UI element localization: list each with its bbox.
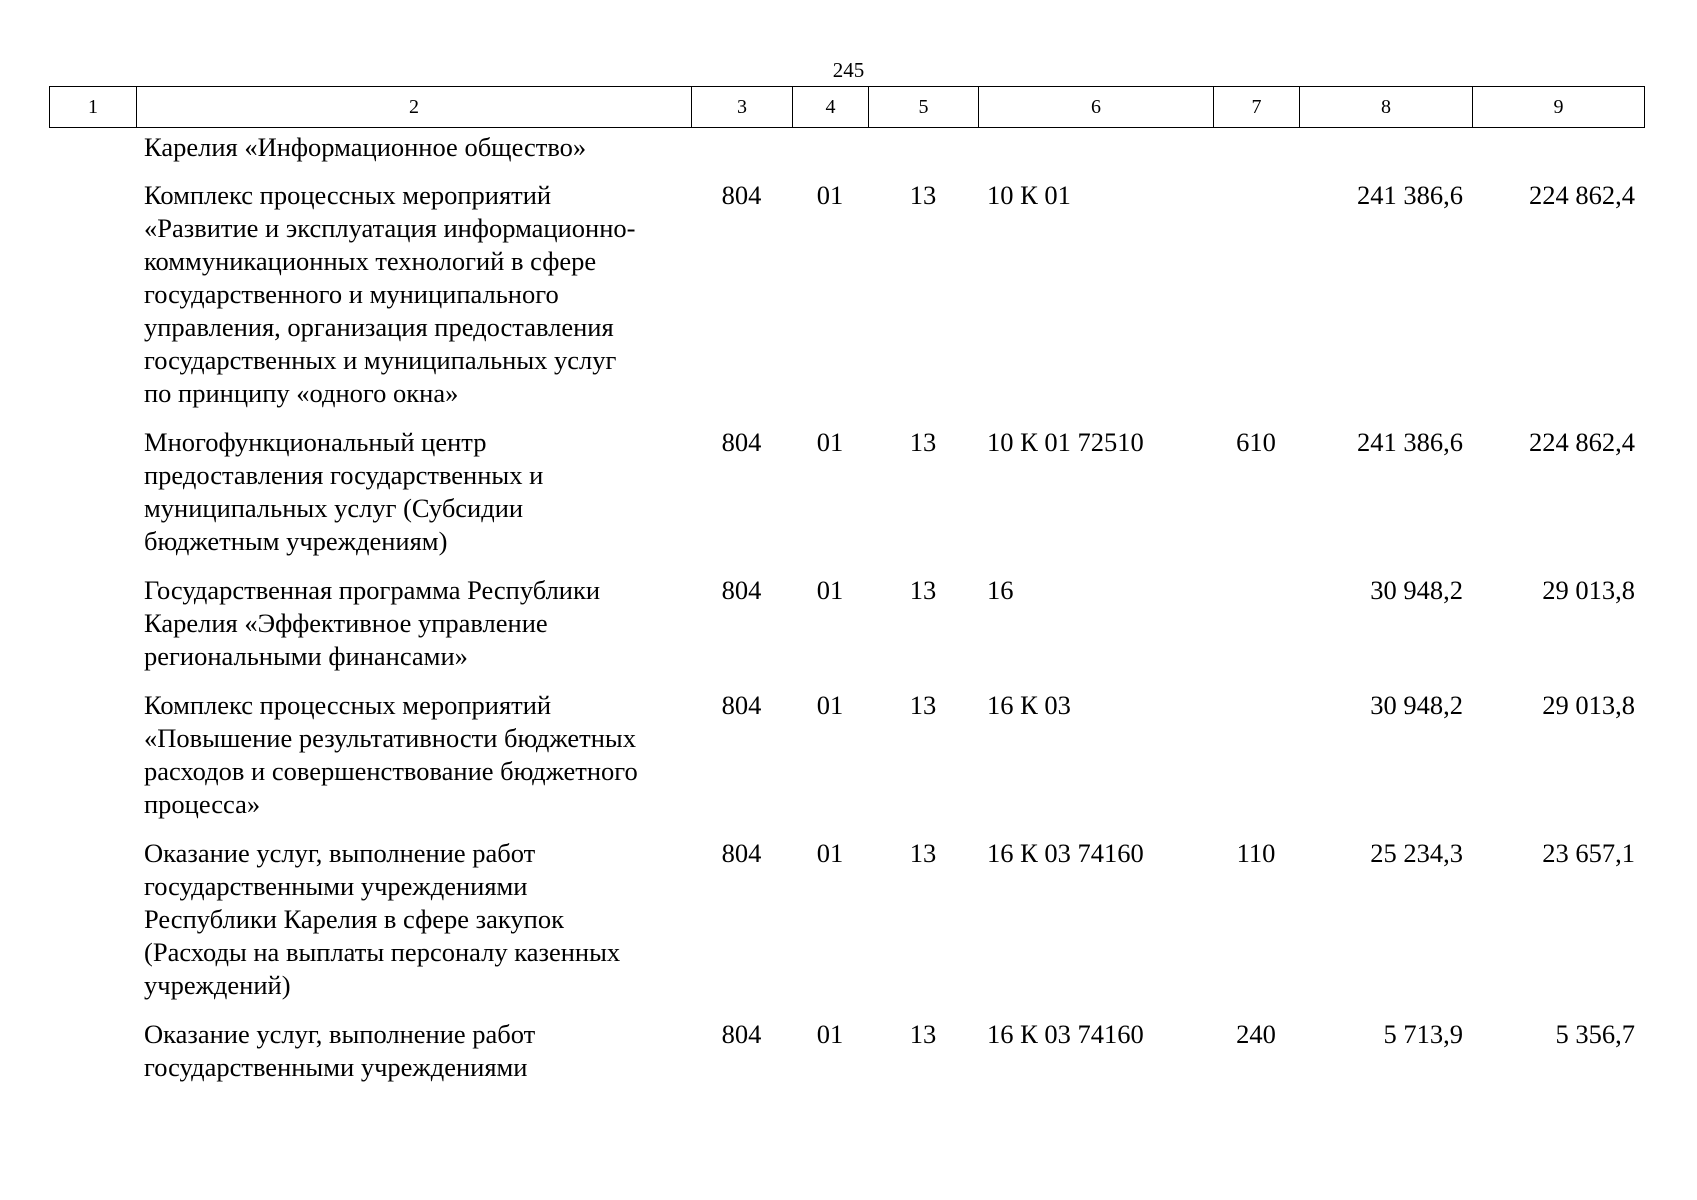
row-section-code: 01 [816, 1019, 844, 1049]
row-expense-type-code [1213, 689, 1299, 837]
table-row [49, 179, 1644, 426]
row-amount-year-2: 29 013,8 [1542, 690, 1635, 720]
row-amount-year-1: 241 386,6 [1357, 180, 1463, 210]
column-header-7: 7 [1214, 87, 1300, 128]
row-subsection-code: 13 [909, 690, 937, 720]
row-name: Государственная программа Республики Карелия «Эффективное управление региональными финансами» [144, 575, 601, 671]
row-name: Карелия «Информационное общество» [144, 132, 587, 162]
row-amount-year-2 [1472, 131, 1644, 179]
row-subsection-code: 13 [909, 180, 937, 210]
row-target-article-code: 16 К 03 [987, 690, 1071, 720]
row-subsection-code [868, 131, 978, 179]
row-amount-year-1: 30 948,2 [1370, 690, 1463, 720]
row-amount-year-2: 224 862,4 [1529, 427, 1635, 457]
row-name: Оказание услуг, выполнение работ государственными учреждениями [144, 1019, 536, 1082]
table-row [49, 131, 1644, 179]
row-expense-type-code: 610 [1236, 427, 1276, 457]
column-header-8: 8 [1300, 87, 1473, 128]
row-department-code: 804 [721, 1019, 762, 1049]
row-section-code: 01 [816, 838, 844, 868]
column-header-3: 3 [692, 87, 793, 128]
column-header-table [49, 86, 1645, 128]
row-amount-year-1: 5 713,9 [1383, 1019, 1463, 1049]
row-name: Многофункциональный центр предоставления государственных и муниципальных услуг (Субсидии бюджетным учреждениям) [144, 427, 544, 556]
row-section-code: 01 [816, 690, 844, 720]
row-amount-year-1: 30 948,2 [1370, 575, 1463, 605]
row-target-article-code: 10 К 01 72510 [987, 427, 1144, 457]
row-expense-type-code [1213, 179, 1299, 426]
row-target-article-code: 16 К 03 74160 [987, 838, 1144, 868]
row-subsection-code: 13 [909, 575, 937, 605]
column-header-4: 4 [793, 87, 869, 128]
row-section-code: 01 [816, 575, 844, 605]
row-expense-type-code: 240 [1236, 1019, 1276, 1049]
row-expense-type-code [1213, 574, 1299, 689]
row-name: Оказание услуг, выполнение работ государственными учреждениями Республики Карелия в сфере закупок (Расходы на выплаты персоналу казенных учреждений) [144, 838, 621, 1000]
row-amount-year-2: 5 356,7 [1555, 1019, 1635, 1049]
row-target-article-code: 16 [987, 575, 1014, 605]
column-header-1: 1 [50, 87, 137, 128]
row-department-code: 804 [721, 838, 762, 868]
row-target-article-code [978, 131, 1213, 179]
row-amount-year-2: 23 657,1 [1542, 838, 1635, 868]
table-row [49, 426, 1644, 574]
row-section-code [792, 131, 868, 179]
column-header-5: 5 [869, 87, 979, 128]
row-section-code: 01 [816, 180, 844, 210]
row-name: Комплекс процессных мероприятий «Повышение результативности бюджетных расходов и совершенствование бюджетного процесса» [144, 690, 638, 819]
row-expense-type-code: 110 [1236, 838, 1276, 868]
table-row [49, 1018, 1644, 1100]
row-department-code: 804 [721, 575, 762, 605]
row-department-code: 804 [721, 690, 762, 720]
row-amount-year-1: 25 234,3 [1370, 838, 1463, 868]
row-department-code [691, 131, 792, 179]
row-department-code: 804 [721, 427, 762, 457]
page-number: 245 [832, 58, 865, 82]
table-row [49, 837, 1644, 1018]
row-subsection-code: 13 [909, 1019, 937, 1049]
row-subsection-code: 13 [909, 427, 937, 457]
row-amount-year-2: 29 013,8 [1542, 575, 1635, 605]
row-amount-year-1 [1299, 131, 1472, 179]
row-target-article-code: 16 К 03 74160 [987, 1019, 1144, 1049]
table-row [49, 689, 1644, 837]
column-header-6: 6 [979, 87, 1214, 128]
row-amount-year-2: 224 862,4 [1529, 180, 1635, 210]
row-name: Комплекс процессных мероприятий «Развитие и эксплуатация информационно- коммуникационных технологий в сфере государственного и муниципального управления, организация предоставления государственных и муниципальных услуг по принципу «одного окна» [144, 180, 636, 408]
row-department-code: 804 [721, 180, 762, 210]
column-header-2: 2 [137, 87, 692, 128]
row-target-article-code: 10 К 01 [987, 180, 1071, 210]
budget-table-body [49, 131, 1644, 1100]
row-amount-year-1: 241 386,6 [1357, 427, 1463, 457]
row-section-code: 01 [816, 427, 844, 457]
row-subsection-code: 13 [909, 838, 937, 868]
column-header-9: 9 [1473, 87, 1645, 128]
row-expense-type-code [1213, 131, 1299, 179]
table-row [49, 574, 1644, 689]
column-number-row [50, 87, 1645, 128]
